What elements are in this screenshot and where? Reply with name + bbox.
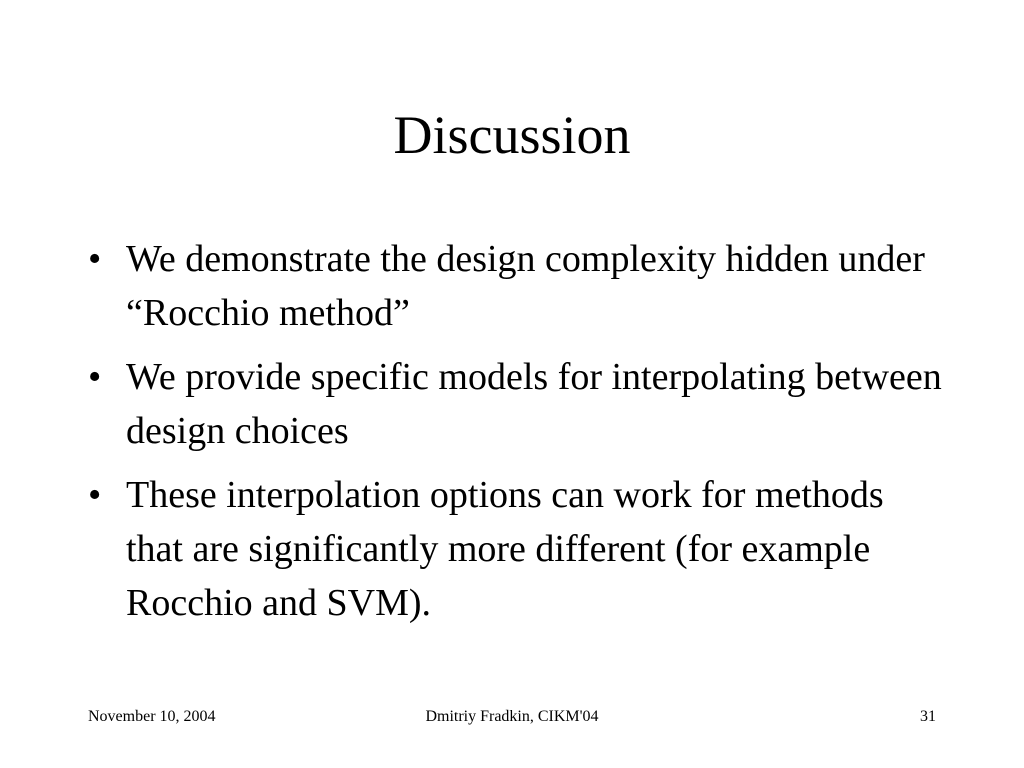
bullet-text: These interpolation options can work for methods that are significantly more different (for example Rocchio and SVM).	[126, 474, 884, 624]
bullet-list	[84, 232, 944, 640]
bullet-item	[84, 350, 944, 458]
bullet-text: We demonstrate the design complexity hidden under “Rocchio method”	[126, 238, 925, 334]
bullet-dot-icon: •	[88, 474, 102, 516]
bullet-item	[84, 232, 944, 340]
bullet-dot-icon: •	[88, 356, 102, 398]
slide-title: Discussion	[393, 105, 631, 165]
bullet-text: We provide specific models for interpolating between design choices	[126, 356, 942, 452]
footer-date: November 10, 2004	[88, 708, 216, 725]
footer-page-number: 31	[920, 708, 936, 725]
bullet-dot-icon: •	[88, 238, 102, 280]
footer-author: Dmitriy Fradkin, CIKM'04	[425, 708, 599, 725]
bullet-item	[84, 468, 944, 630]
